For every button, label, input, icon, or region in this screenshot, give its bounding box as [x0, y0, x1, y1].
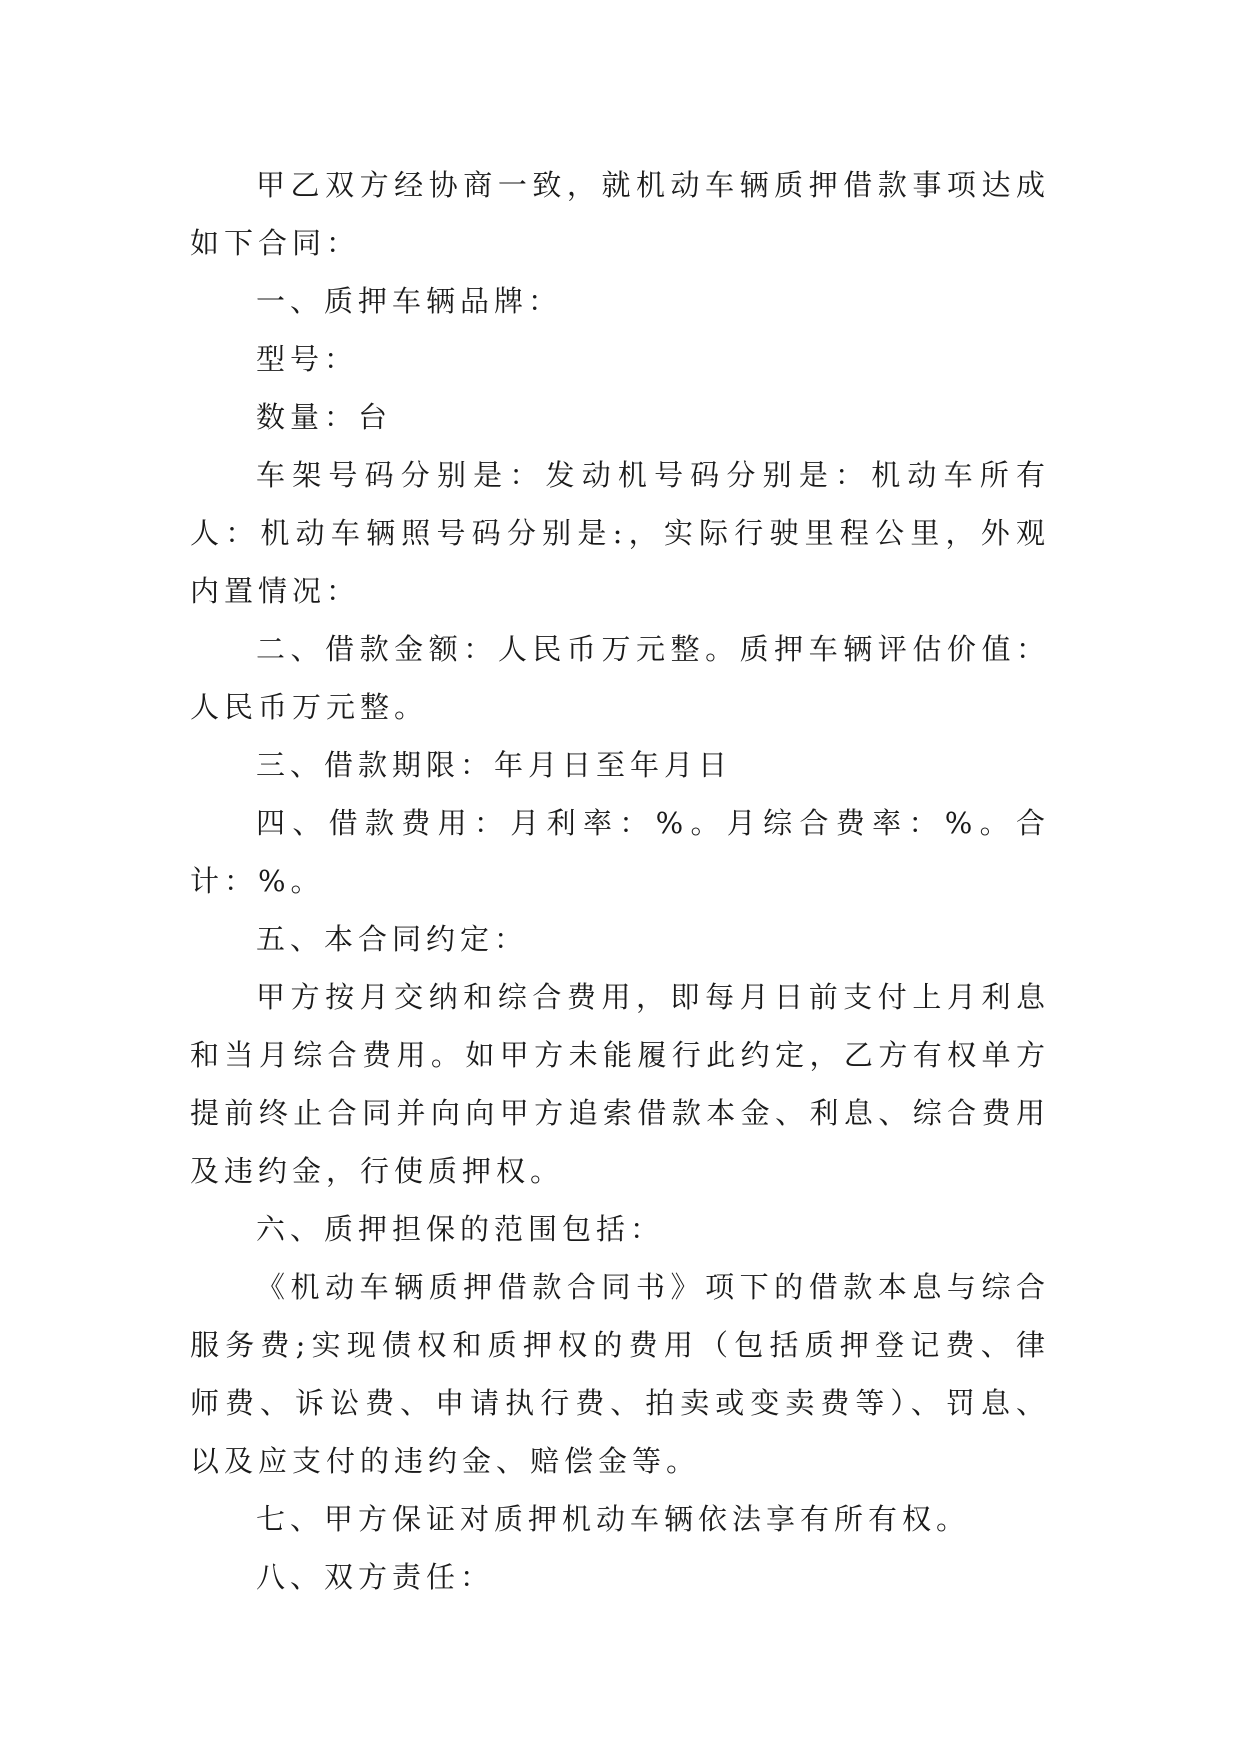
paragraph-model: 型号：	[256, 342, 359, 376]
paragraph-clause-4-fees: 四、借款费用：月利率：%。月综合费率：%。合计：%。	[190, 806, 1050, 898]
paragraph-clause-5-heading: 五、本合同约定：	[256, 922, 529, 956]
paragraph-intro: 甲乙双方经协商一致，就机动车辆质押借款事项达成如下合同：	[190, 168, 1050, 260]
paragraph-clause-1-brand: 一、质押车辆品牌：	[256, 284, 563, 318]
document-body	[190, 156, 1050, 1606]
paragraph-clause-6-heading: 六、质押担保的范围包括：	[256, 1212, 665, 1246]
paragraph-quantity: 数量：台	[256, 400, 393, 434]
paragraph-clause-5-body: 甲方按月交纳和综合费用，即每月日前支付上月利息和当月综合费用。如甲方未能履行此约定，乙方有权单方提前终止合同并向向甲方追索借款本金、利息、综合费用及违约金，行使质押权。	[190, 980, 1050, 1188]
paragraph-clause-7: 七、甲方保证对质押机动车辆依法享有所有权。	[256, 1502, 971, 1536]
paragraph-clause-2-amount: 二、借款金额：人民币万元整。质押车辆评估价值：人民币万元整。	[190, 632, 1050, 724]
paragraph-clause-6-body: 《机动车辆质押借款合同书》项下的借款本息与综合服务费;实现债权和质押权的费用（包括质押登记费、律师费、诉讼费、申请执行费、拍卖或变卖费等）、罚息、以及应支付的违约金、赔偿金等。	[190, 1270, 1050, 1478]
paragraph-clause-8-heading: 八、双方责任：	[256, 1560, 495, 1594]
paragraph-clause-3-term: 三、借款期限：年月日至年月日	[256, 748, 733, 782]
paragraph-vehicle-ids: 车架号码分别是：发动机号码分别是：机动车所有人：机动车辆照号码分别是:，实际行驶里程公里，外观内置情况：	[190, 458, 1050, 608]
